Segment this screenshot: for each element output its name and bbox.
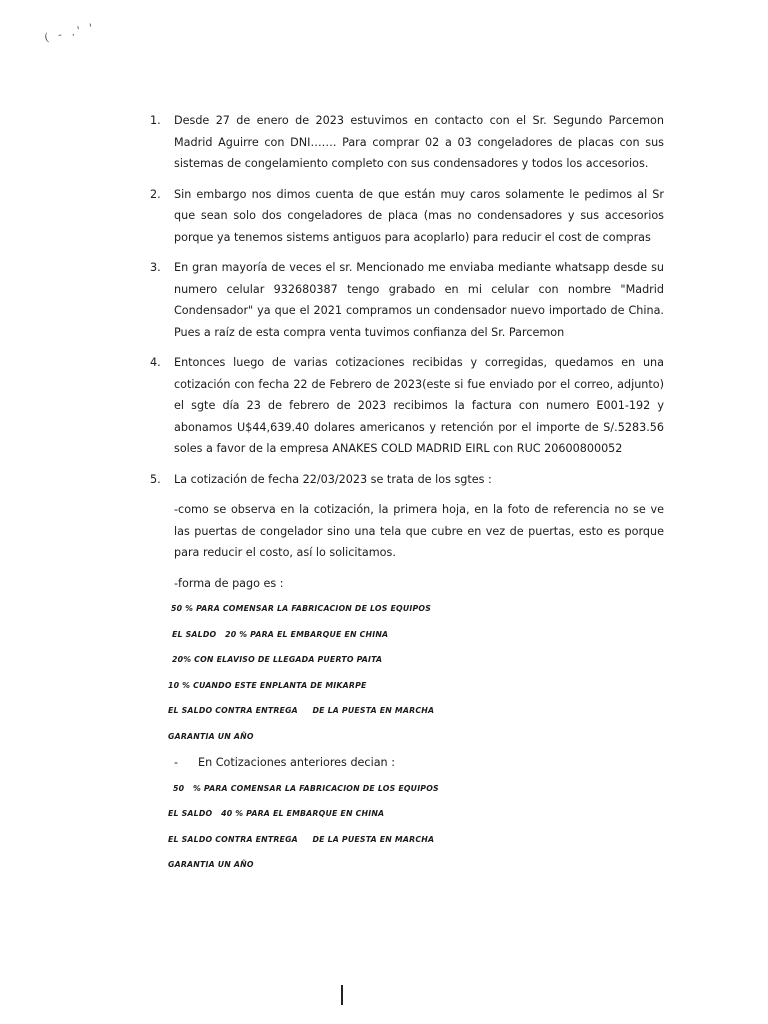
- payment-term: 10 % CUANDO ESTE ENPLANTA DE MIKARPE: [168, 680, 367, 690]
- payment-term: 50 % PARA COMENSAR LA FABRICACION DE LOS EQUIPOS: [171, 604, 432, 613]
- scan-mark: ( - .' ': [43, 20, 97, 45]
- payment-term: 20% CON ELAVISO DE LLEGADA PUERTO PAITA: [172, 655, 383, 665]
- item-text: La cotización de fecha 22/03/2023 se trata de los sgtes :: [174, 472, 492, 486]
- list-item-1: [150, 110, 664, 175]
- previous-term: EL SALDO CONTRA ENTREGA DE LA PUESTA EN MARCHA: [168, 834, 435, 844]
- observation-paragraph: -como se observa en la cotización, la primera hoja, en la foto de referencia no se ve las puertas de congelador sino una tela que cubre en vez de puertas, esto es porque para reducir el costo, así lo solicitamos.: [174, 503, 664, 559]
- item-text: Sin embargo nos dimos cuenta de que están muy caros solamente le pedimos al Sr que sean solo dos congeladores de placa (mas no condensadores y sus accesorios porque ya tenemos sistems antiguos para acoplarlo) para reducir el cost de compras: [174, 187, 664, 244]
- list-item-3: [150, 257, 664, 343]
- item-text: En gran mayoría de veces el sr. Mencionado me enviaba mediante whatsapp desde su numero celular 932680387 tengo grabado en mi celular con nombre "Madrid Condensador" ya que el 2021 compramos un condensador nuevo importado de China. Pues a raíz de esta compra venta tuvimos confianza del Sr. Parcemon: [174, 261, 664, 339]
- item-number: 3.: [150, 261, 161, 274]
- payment-terms: [168, 596, 664, 750]
- previous-terms: [168, 776, 664, 878]
- list-item-4: [150, 352, 664, 460]
- page-mark: [341, 985, 343, 1005]
- payment-term: EL SALDO CONTRA ENTREGA DE LA PUESTA EN MARCHA: [168, 706, 435, 716]
- item-number: 2.: [150, 187, 161, 201]
- previous-quotes-heading: [174, 750, 664, 776]
- list-item-5: [150, 469, 664, 491]
- document-body: [150, 110, 664, 878]
- item-text: Desde 27 de enero de 2023 estuvimos en contacto con el Sr. Segundo Parcemon Madrid Aguirre con DNI……. Para comprar 02 a 03 congeladores de placas con sus sistemas de congelamiento completo con sus condensadores y todos los accesorios.: [174, 114, 664, 170]
- item-number: 4.: [150, 356, 161, 369]
- payment-term: GARANTIA UN AÑO: [168, 731, 254, 741]
- previous-term: EL SALDO 40 % PARA EL EMBARQUE EN CHINA: [168, 809, 385, 819]
- previous-heading-text: En Cotizaciones anteriores decian :: [198, 755, 395, 769]
- item-number: 1.: [150, 114, 161, 127]
- payment-term: EL SALDO 20 % PARA EL EMBARQUE EN CHINA: [172, 629, 389, 639]
- previous-term: GARANTIA UN AÑO: [168, 860, 254, 870]
- item-number: 5.: [150, 472, 161, 486]
- item-text: Entonces luego de varias cotizaciones recibidas y corregidas, quedamos en una cotización con fecha 22 de Febrero de 2023(este si fue enviado por el correo, adjunto) el sgte día 23 de febrero de 2023 recibimos la factura con numero E001-192 y abonamos U$44,639.40 dolares americanos y retención por el importe de S/.5283.56 soles a favor de la empresa ANAKES COLD MADRID EIRL con RUC 20600800052: [174, 356, 664, 455]
- dash-marker: -: [174, 755, 179, 769]
- list-item-2: [150, 184, 664, 249]
- previous-term: 50 % PARA COMENSAR LA FABRICACION DE LOS EQUIPOS: [173, 783, 439, 793]
- payment-heading: -forma de pago es :: [174, 576, 284, 590]
